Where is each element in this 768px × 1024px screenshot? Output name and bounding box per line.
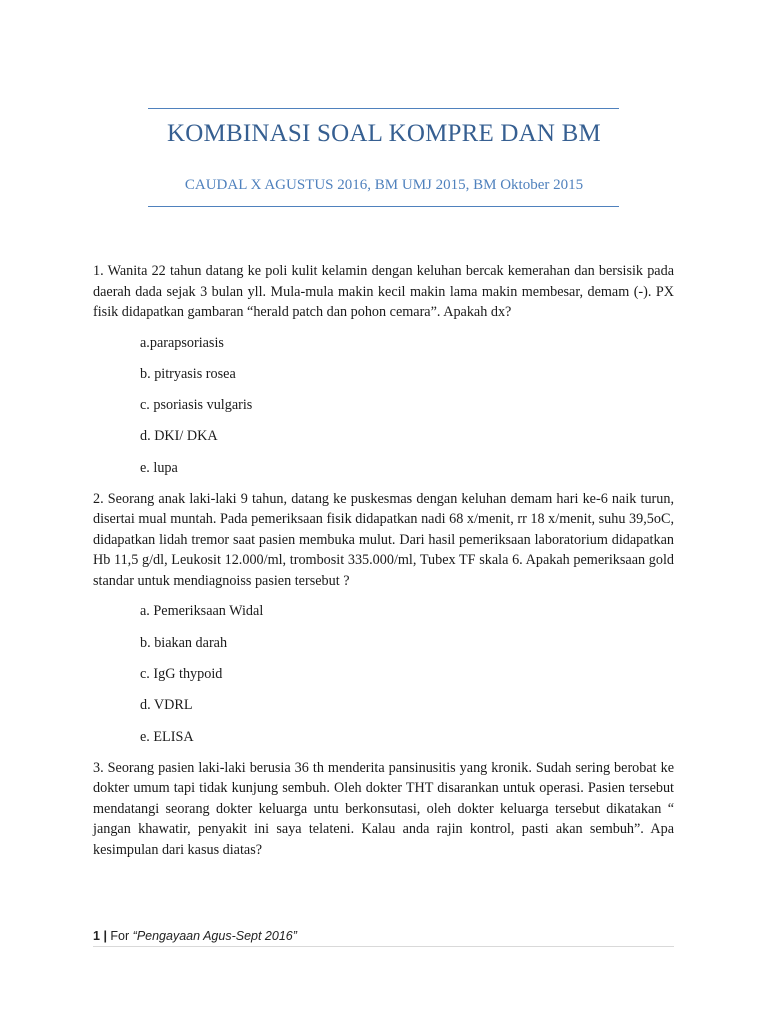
footer-separator: | xyxy=(103,929,107,943)
answer-option: a.parapsoriasis xyxy=(140,334,224,351)
answer-option: b. biakan darah xyxy=(140,634,228,651)
footer-rule xyxy=(93,946,674,947)
question-text: 1. Wanita 22 tahun datang ke poli kulit kelamin dengan keluhan bercak kemerahan dan bersisik pada daerah dada sejak 3 bulan yll. Mula-mula makin kecil makin lama makin membesar, demam (-). PX fisik didapatkan gambaran “herald patch dan pohon cemara”. Apakah dx? xyxy=(93,263,674,320)
page-number: 1 xyxy=(93,929,100,943)
question-1 xyxy=(93,261,674,478)
answer-option: a. Pemeriksaan Widal xyxy=(140,603,264,620)
question-2 xyxy=(93,489,674,747)
answer-option: b. pitryasis rosea xyxy=(140,365,236,382)
answer-option: c. psoriasis vulgaris xyxy=(140,397,253,414)
header-bottom-rule xyxy=(148,206,619,207)
answer-option: d. VDRL xyxy=(140,697,193,714)
answer-option: d. DKI/ DKA xyxy=(140,428,218,445)
document-subtitle: CAUDAL X AGUSTUS 2016, BM UMJ 2015, BM Oktober 2015 xyxy=(184,177,584,193)
header-top-rule xyxy=(148,108,619,109)
footer-course-name: “Pengayaan Agus-Sept 2016” xyxy=(132,929,297,943)
question-text: 3. Seorang pasien laki-laki berusia 36 th menderita pansinusitis yang kronik. Sudah sering berobat ke dokter umum tapi tidak kunjung sembuh. Oleh dokter THT disarankan untuk operasi. Pasien tersebut mendatangi seorang dokter keluarga untu berkonsutasi, oleh dokter keluarga tersebut dikatakan “ jangan khawatir, penyakit ini saya telateni. Kalau anda rajin kontrol, pasti akan sembuh”. Apa kesimpulan dari kasus diatas? xyxy=(93,759,674,858)
answer-option: e. lupa xyxy=(140,459,178,476)
answer-option: c. IgG thypoid xyxy=(140,666,223,683)
document-title: KOMBINASI SOAL KOMPRE DAN BM xyxy=(167,120,601,147)
answer-option: e. ELISA xyxy=(140,728,194,745)
answer-options xyxy=(93,333,674,479)
question-3 xyxy=(93,758,674,861)
question-text: 2. Seorang anak laki-laki 9 tahun, datang ke puskesmas dengan keluhan demam hari ke-6 naik turun, disertai mual muntah. Pada pemeriksaan fisik didapatkan nadi 68 x/menit, rr 18 x/menit, suhu 39,5oC, didapatkan lidah tremor saat pasien membuka mulut. Dari hasil pemeriksaan laboratorium didapatkan Hb 11,5 g/dl, Leukosit 12.000/ml, trombosit 335.000/ml, Tubex TF skala 6. Apakah pemeriksaan gold standar untuk mendiagnoiss pasien tersebut ? xyxy=(93,490,674,589)
answer-options xyxy=(93,601,674,747)
page-footer xyxy=(93,929,674,943)
document-body xyxy=(93,261,674,870)
footer-for-label: For xyxy=(110,929,130,943)
